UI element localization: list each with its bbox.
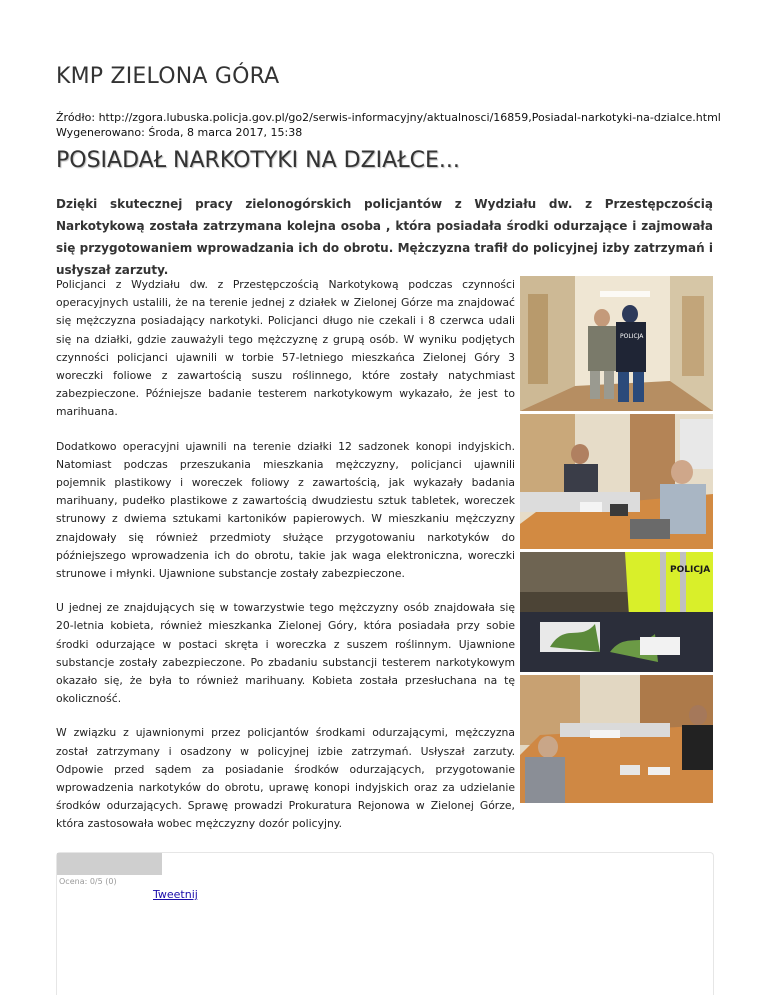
source-info xyxy=(56,110,721,140)
article-paragraph: Dodatkowo operacyjni ujawnili na terenie działki 12 sadzonek konopi indyjskich. Natomiast podczas przeszukania mieszkania mężczyzny, policjanci ujawnili pojemnik plastikowy i woreczek foliowy z zawartością, jak wykazały badania marihuany, pudełko plastikowe z zawartością dwudziestu sztuk tabletek, woreczek strunowy z dwiema sztukami kartoników papierowych. W mieszkaniu mężczyzny znajdowały się również przedmioty służące przygotowaniu narkotyków do późniejszego wprowadzenia ich do obrotu, takie jak waga elektroniczna, woreczki strunowe i młynki. Ujawnione substancje zostały zabezpieczone. xyxy=(56,439,515,581)
photo-evidence xyxy=(520,552,713,672)
article-lead: Dzięki skutecznej pracy zielonogórskich policjantów z Wydziału dw. z Przestępczością Narkotykową została zatrzymana kolejna osoba , która posiadała środki odurzające i zajmowała się przygotowaniem wprowadzania ich do obrotu. Mężczyzna trafił do policyjnej izby zatrzymań i usłyszał zarzuty. xyxy=(56,197,713,277)
rating-label: Ocena: 0/5 (0) xyxy=(59,877,117,886)
rating-box xyxy=(56,852,714,995)
generated-date: Wygenerowano: Środa, 8 marca 2017, 15:38 xyxy=(56,126,303,139)
photo-office-1 xyxy=(520,414,713,549)
article-paragraph: W związku z ujawnionymi przez policjantów środkami odurzającymi, mężczyzna został zatrzymany i osadzony w policyjnej izbie zatrzymań. Usłyszał zarzuty. Odpowie przed sądem za posiadanie środków odurzających, przygotowanie wprowadzenia narkotyków do obrotu, uprawę konopi indyjskich oraz za udzielanie środków odurzających. Sprawę prowadzi Prokuratura Rejonowa w Zielonej Górze, która zastosowała wobec mężczyzny dozór policyjny. xyxy=(56,726,515,831)
article-paragraph: U jednej ze znajdujących się w towarzystwie tego mężczyzny osób znajdowała się 20-letnia kobieta, również mieszkanka Zielonej Góry, która posiadała przy sobie środki odurzające w postaci skręta i woreczka z suszem roślinnym. Ujawnione substancje zostały zabezpieczone. Po zbadaniu substancji testerem narkotykowym okazało się, że była to również marihuany. Kobieta została przesłuchana na tę okoliczność. xyxy=(56,601,515,706)
rating-stars[interactable] xyxy=(57,853,162,875)
police-vest-text: POLICJA xyxy=(620,333,644,340)
article-title: POSIADAŁ NARKOTYKI NA DZIAŁCE... xyxy=(56,148,460,173)
photo-corridor xyxy=(520,276,713,411)
source-url: Źródło: http://zgora.lubuska.policja.gov.pl/go2/serwis-informacyjny/aktualnosci/16859,Posiadal-narkotyki-na-dzialce.html xyxy=(56,111,721,124)
police-vest-text: POLICJA xyxy=(670,565,711,575)
tweet-link[interactable]: Tweetnij xyxy=(153,888,198,901)
article-paragraph: Policjanci z Wydziału dw. z Przestępczością Narkotykową podczas czynności operacyjnych ustalili, że na terenie jednej z działek w Zielonej Górze ma znajdować się mężczyzna posiadający narkotyki. Policjanci długo nie czekali i 8 czerwca udali się na działki, gdzie zauważyli tego mężczyznę z grupą osób. W wyniku podjętych czynności policjanci ujawnili w torbie 57-letniego mieszkańca Zielonej Góry 3 woreczki foliowe z zawartością suszu roślinnego, które zostały natychmiast zabezpieczone. Późniejsze badanie testerem narkotykowym wykazało, że jest to marihuana. xyxy=(56,278,515,419)
site-title: KMP ZIELONA GÓRA xyxy=(56,64,280,89)
photo-office-2 xyxy=(520,675,713,803)
photo-column xyxy=(520,276,713,806)
article-body xyxy=(56,276,515,850)
